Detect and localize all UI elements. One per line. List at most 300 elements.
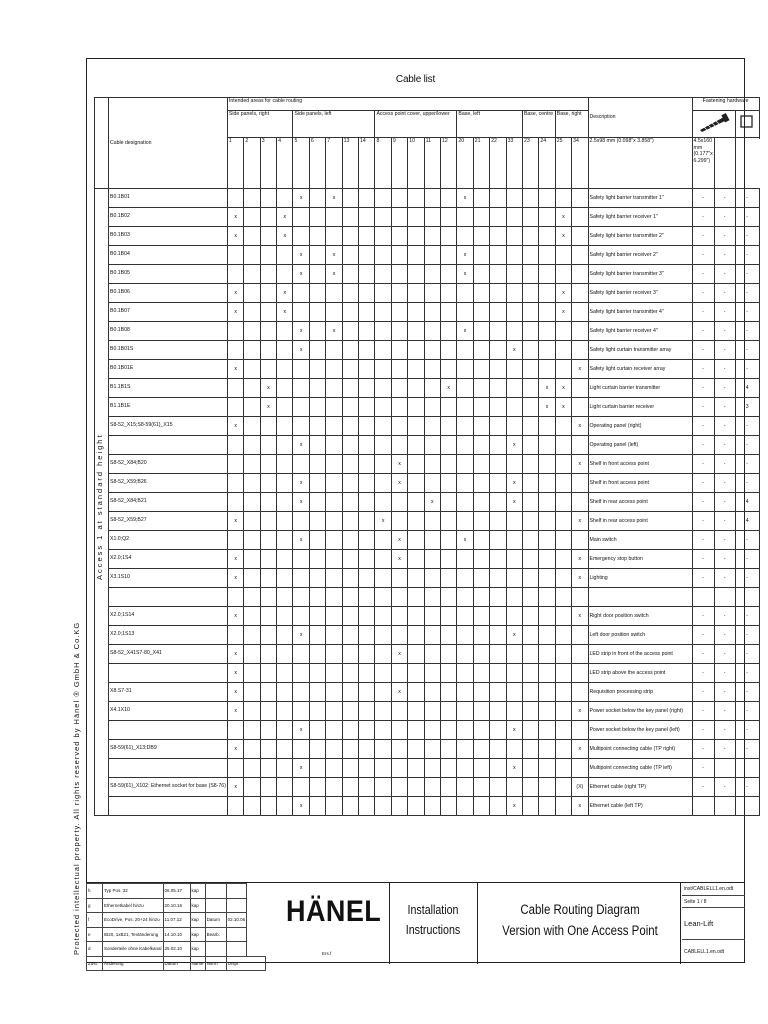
diagram-title-line1: Cable Routing Diagram [520, 902, 640, 917]
route-mark [391, 303, 407, 322]
revision-row [87, 884, 266, 899]
route-mark [375, 322, 391, 341]
route-mark [391, 189, 407, 208]
route-mark [260, 360, 276, 379]
cable-designation: S8-52_X15;S8-59(61)_X15 [109, 417, 228, 436]
route-mark [326, 208, 342, 227]
fastening-count: 4 [735, 512, 759, 531]
fastening-count: - [735, 189, 759, 208]
route-mark [309, 626, 325, 645]
group-base-left: Base, left [457, 111, 523, 138]
route-mark [555, 360, 571, 379]
revision-cell: kap [190, 898, 205, 913]
route-mark [457, 569, 473, 588]
fastening-count: - [692, 721, 714, 740]
route-mark: x [227, 569, 243, 588]
route-mark [408, 740, 424, 759]
route-mark [227, 322, 243, 341]
route-mark [506, 379, 522, 398]
route-mark [408, 493, 424, 512]
col-22: 22 [490, 138, 506, 189]
route-mark [441, 512, 457, 531]
cable-designation [109, 759, 228, 778]
route-mark [555, 417, 571, 436]
route-mark [342, 398, 358, 417]
route-mark [457, 664, 473, 683]
fastening-count: - [735, 265, 759, 284]
revision-cell: EcoDrive, Pos. 20+24 hinzu [103, 913, 164, 928]
table-row [95, 417, 760, 436]
route-mark [277, 778, 293, 797]
route-mark [359, 455, 375, 474]
route-mark: x [506, 474, 522, 493]
route-mark [408, 284, 424, 303]
route-mark [424, 284, 440, 303]
route-mark [490, 360, 506, 379]
route-mark [572, 531, 588, 550]
route-mark [473, 189, 489, 208]
fastening-size-3 [714, 138, 735, 189]
route-mark [441, 474, 457, 493]
table-row [95, 322, 760, 341]
route-mark [359, 778, 375, 797]
route-mark [408, 664, 424, 683]
route-mark [227, 588, 243, 607]
route-mark [522, 284, 538, 303]
cable-designation: X8.S7-31 [109, 683, 228, 702]
route-mark: x [391, 455, 407, 474]
cable-description: Left door position switch [588, 626, 692, 645]
route-mark [490, 626, 506, 645]
route-mark [539, 664, 555, 683]
route-mark [342, 797, 358, 816]
route-mark [244, 626, 260, 645]
route-mark [375, 379, 391, 398]
fastening-count: - [735, 607, 759, 626]
route-mark [391, 797, 407, 816]
route-mark [539, 227, 555, 246]
group-access-cover: Access point cover, upper/lower [375, 111, 457, 138]
route-mark [572, 284, 588, 303]
fastening-count: - [714, 455, 735, 474]
route-mark [522, 341, 538, 360]
fastening-count: - [692, 208, 714, 227]
route-mark [457, 493, 473, 512]
route-mark [441, 721, 457, 740]
route-mark [375, 702, 391, 721]
fastening-count: - [692, 474, 714, 493]
fastening-count: - [714, 531, 735, 550]
cable-description: Safety light barrier transmitter 4" [588, 303, 692, 322]
route-mark [555, 493, 571, 512]
fastening-count: - [692, 398, 714, 417]
route-mark [441, 759, 457, 778]
route-mark [473, 778, 489, 797]
col-10: 10 [408, 138, 424, 189]
fastening-count: - [714, 569, 735, 588]
route-mark [473, 683, 489, 702]
route-mark [555, 607, 571, 626]
route-mark [572, 208, 588, 227]
route-mark [441, 550, 457, 569]
route-mark: x [572, 740, 588, 759]
route-mark [572, 227, 588, 246]
route-mark [260, 664, 276, 683]
fastening-count: - [735, 778, 759, 797]
route-mark [490, 550, 506, 569]
route-mark [506, 227, 522, 246]
fastening-count: - [714, 626, 735, 645]
copyright-notice: Protected intellectual property. All rights reserved by Hänel ® GmbH & Co.KG [72, 621, 81, 955]
col-12: 12 [441, 138, 457, 189]
route-mark: x [572, 607, 588, 626]
route-mark [490, 436, 506, 455]
route-mark: x [293, 341, 309, 360]
fastening-count: - [735, 227, 759, 246]
route-mark [244, 398, 260, 417]
route-mark [490, 303, 506, 322]
route-mark: x [293, 759, 309, 778]
route-mark: x [277, 284, 293, 303]
route-mark [375, 417, 391, 436]
route-mark [490, 493, 506, 512]
fastening-count: - [735, 322, 759, 341]
route-mark [424, 322, 440, 341]
group-base-right: Base, right [555, 111, 588, 138]
route-mark [277, 626, 293, 645]
haenel-logo: HÄNEL [286, 895, 382, 928]
route-mark: x [441, 379, 457, 398]
route-mark [555, 683, 571, 702]
route-mark [227, 759, 243, 778]
route-mark [342, 322, 358, 341]
route-mark [244, 246, 260, 265]
route-mark [441, 797, 457, 816]
route-mark [277, 569, 293, 588]
cable-description: Safety light curtain receiver array [588, 360, 692, 379]
table-row [95, 569, 760, 588]
route-mark [391, 341, 407, 360]
side-strip [95, 189, 109, 816]
route-mark [441, 303, 457, 322]
route-mark: x [506, 626, 522, 645]
route-mark [375, 645, 391, 664]
route-mark [391, 227, 407, 246]
route-mark [441, 360, 457, 379]
route-mark [490, 417, 506, 436]
route-mark [473, 341, 489, 360]
route-mark [391, 664, 407, 683]
route-mark: x [277, 303, 293, 322]
route-mark [539, 759, 555, 778]
route-mark [260, 778, 276, 797]
description-header: Description [588, 98, 692, 138]
revision-header: Norm [205, 956, 226, 971]
route-mark [391, 417, 407, 436]
route-mark [309, 778, 325, 797]
route-mark: x [391, 683, 407, 702]
route-mark [555, 759, 571, 778]
cable-designation [109, 797, 228, 816]
fastening-count: - [735, 740, 759, 759]
route-mark: x [555, 227, 571, 246]
route-mark [506, 512, 522, 531]
route-mark [375, 759, 391, 778]
table-row [95, 664, 760, 683]
route-mark [408, 417, 424, 436]
route-mark [359, 360, 375, 379]
route-mark [326, 531, 342, 550]
route-mark [359, 284, 375, 303]
meta-label: Datum [205, 913, 226, 928]
col-21: 21 [473, 138, 489, 189]
route-mark [244, 379, 260, 398]
route-mark [309, 417, 325, 436]
route-mark [359, 322, 375, 341]
route-mark [277, 455, 293, 474]
route-mark [441, 436, 457, 455]
route-mark: x [572, 512, 588, 531]
fastening-count: - [692, 227, 714, 246]
route-mark [490, 246, 506, 265]
route-mark [506, 740, 522, 759]
col-23: 23 [522, 138, 538, 189]
route-mark [457, 341, 473, 360]
installation-instructions: Installation Instructions [405, 902, 461, 938]
fastening-header: Fastening hardware [692, 98, 759, 111]
route-mark [424, 360, 440, 379]
route-mark [391, 721, 407, 740]
fastening-count: - [692, 284, 714, 303]
route-mark [309, 740, 325, 759]
fastening-count: - [735, 303, 759, 322]
route-mark [375, 341, 391, 360]
route-mark [457, 284, 473, 303]
route-mark [473, 531, 489, 550]
route-mark [473, 322, 489, 341]
route-mark [539, 322, 555, 341]
route-mark [424, 341, 440, 360]
cable-description: Shelf in front access point [588, 455, 692, 474]
route-mark [342, 778, 358, 797]
route-mark [260, 455, 276, 474]
fastening-count [735, 759, 759, 778]
route-mark [506, 398, 522, 417]
route-mark [473, 398, 489, 417]
route-mark [260, 227, 276, 246]
cable-description: Shelf in front access point [588, 474, 692, 493]
route-mark [359, 436, 375, 455]
table-row [95, 398, 760, 417]
route-mark [375, 189, 391, 208]
col-13: 13 [342, 138, 358, 189]
route-mark [293, 664, 309, 683]
route-mark [309, 322, 325, 341]
route-mark [457, 759, 473, 778]
route-mark [572, 683, 588, 702]
route-mark [457, 379, 473, 398]
fastening-count: - [735, 664, 759, 683]
route-mark [506, 778, 522, 797]
route-mark [490, 512, 506, 531]
col-24: 24 [539, 138, 555, 189]
route-mark [473, 645, 489, 664]
col-14: 14 [359, 138, 375, 189]
route-mark [375, 550, 391, 569]
route-mark [293, 455, 309, 474]
route-mark [522, 550, 538, 569]
route-mark [572, 588, 588, 607]
route-mark [457, 398, 473, 417]
route-mark [227, 246, 243, 265]
route-mark [522, 360, 538, 379]
cable-designation: B1.1B1S [109, 379, 228, 398]
route-mark [359, 683, 375, 702]
route-mark [326, 721, 342, 740]
route-mark [424, 531, 440, 550]
fastening-count: - [692, 702, 714, 721]
route-mark: x [227, 284, 243, 303]
route-mark [342, 702, 358, 721]
route-mark [277, 759, 293, 778]
table-row [95, 759, 760, 778]
fastening-count: - [735, 702, 759, 721]
cable-description: Light curtain barrier receiver [588, 398, 692, 417]
route-mark: x [293, 493, 309, 512]
route-mark [506, 683, 522, 702]
route-mark [342, 417, 358, 436]
route-mark: x [293, 797, 309, 816]
route-mark [457, 778, 473, 797]
route-mark [309, 379, 325, 398]
route-mark [359, 417, 375, 436]
route-mark [244, 189, 260, 208]
route-mark [293, 740, 309, 759]
route-mark [408, 322, 424, 341]
route-mark: x [260, 398, 276, 417]
route-mark: x [293, 246, 309, 265]
ursprung-label: Urspr. [226, 956, 266, 971]
route-mark [424, 474, 440, 493]
route-mark [359, 550, 375, 569]
route-mark [522, 474, 538, 493]
route-mark [408, 303, 424, 322]
route-mark [408, 246, 424, 265]
route-mark [441, 626, 457, 645]
revision-cell: Sonderteile ohne Kabelkanal [103, 942, 164, 957]
route-mark [555, 189, 571, 208]
divider-2 [477, 883, 478, 964]
route-mark [244, 227, 260, 246]
route-mark [506, 702, 522, 721]
fastening-count: - [735, 683, 759, 702]
revision-cell: e [87, 927, 103, 942]
route-mark [539, 417, 555, 436]
table-row [95, 227, 760, 246]
route-mark: x [391, 474, 407, 493]
page-number: Seite 1 / 8 [682, 896, 745, 908]
route-mark [244, 531, 260, 550]
revision-cell: kap [190, 913, 205, 928]
route-mark [424, 588, 440, 607]
route-mark [506, 550, 522, 569]
route-mark [309, 455, 325, 474]
route-mark [391, 436, 407, 455]
route-mark [277, 797, 293, 816]
route-mark [277, 341, 293, 360]
route-mark [506, 265, 522, 284]
route-mark [359, 797, 375, 816]
table-row [95, 493, 760, 512]
route-mark [326, 626, 342, 645]
route-mark [260, 721, 276, 740]
route-mark [441, 664, 457, 683]
route-mark [490, 189, 506, 208]
fastening-count: - [735, 436, 759, 455]
route-mark [326, 702, 342, 721]
route-mark [457, 607, 473, 626]
route-mark: x [326, 265, 342, 284]
route-mark [457, 702, 473, 721]
table-row [95, 740, 760, 759]
route-mark [391, 322, 407, 341]
route-mark: x [506, 721, 522, 740]
fastening-count: - [692, 759, 714, 778]
route-mark [375, 778, 391, 797]
fastening-count: - [714, 740, 735, 759]
route-mark [555, 740, 571, 759]
diagram-title-line2: Version with One Access Point [502, 922, 658, 938]
file-reference-bottom: CABLELL1.en.odt [684, 949, 725, 955]
route-mark [342, 284, 358, 303]
route-mark [342, 759, 358, 778]
route-mark [326, 398, 342, 417]
table-row [95, 455, 760, 474]
route-mark [342, 607, 358, 626]
fastening-count: - [735, 721, 759, 740]
cable-description: Light curtain barrier transmitter [588, 379, 692, 398]
route-mark [244, 341, 260, 360]
col-9: 9 [391, 138, 407, 189]
route-mark [522, 588, 538, 607]
table-row [95, 607, 760, 626]
route-mark [309, 797, 325, 816]
route-mark: x [506, 759, 522, 778]
route-mark [441, 227, 457, 246]
fastening-count: - [735, 455, 759, 474]
route-mark [277, 474, 293, 493]
route-mark [293, 284, 309, 303]
route-mark [506, 664, 522, 683]
route-mark [293, 379, 309, 398]
route-mark [408, 189, 424, 208]
route-mark [473, 246, 489, 265]
cable-designation [109, 664, 228, 683]
route-mark [555, 341, 571, 360]
route-mark [490, 721, 506, 740]
col-4: 4 [277, 138, 293, 189]
route-mark [375, 721, 391, 740]
route-mark [309, 436, 325, 455]
route-mark [457, 474, 473, 493]
route-mark [391, 588, 407, 607]
route-mark [473, 607, 489, 626]
route-mark [277, 531, 293, 550]
route-mark [260, 436, 276, 455]
route-mark [391, 626, 407, 645]
route-mark [506, 645, 522, 664]
route-mark [539, 531, 555, 550]
